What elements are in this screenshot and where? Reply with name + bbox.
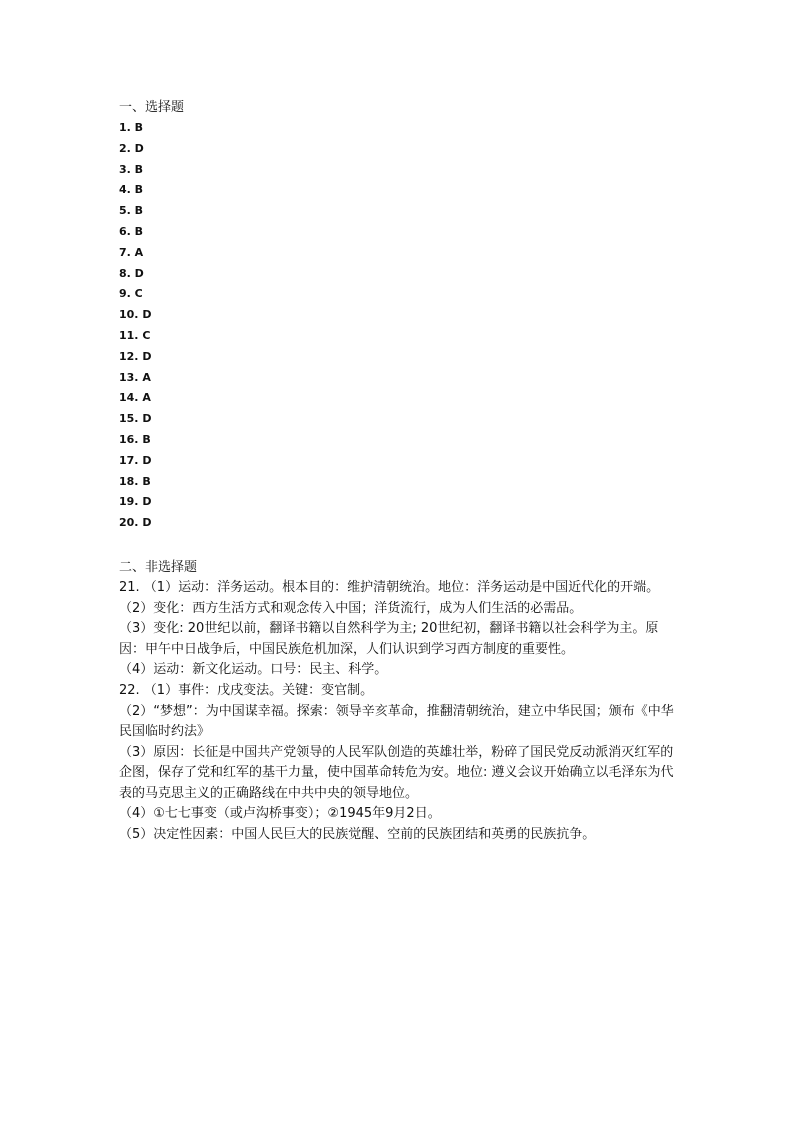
answer-item: 8. D — [119, 266, 144, 280]
answer-paragraph-21-2: （2）变化：西方生活方式和观念传入中国；洋货流行，成为人们生活的必需品。 — [119, 600, 583, 616]
multiple-choice-answer-list — [119, 118, 679, 534]
answer-paragraph-21-3: （3）变化: 20世纪以前，翻译书籍以自然科学为主; 20世纪初，翻译书籍以社会科学为主。原因：甲午中日战争后，中国民族危机加深，人们认识到学习西方制度的重要性。 — [119, 621, 659, 657]
answer-paragraph-21-1: 21. （1）运动：洋务运动。根本目的：维护清朝统治。地位：洋务运动是中国近代化的开端。 — [119, 579, 660, 595]
answer-paragraph-22-3: （3）原因：长征是中国共产党领导的人民军队创造的英雄壮举，粉碎了国民党反动派消灭红军的企图，保存了党和红军的基干力量，使中国革命转危为安。地位: 遵义会议开始确立以毛泽东为代表的马克思主义的正确路线在中共中央的领导地位。 — [119, 744, 674, 801]
answer-item: 9. C — [119, 287, 143, 301]
section-title-multiple-choice: 一、选择题 — [119, 100, 185, 115]
section-title-non-choice: 二、非选择题 — [119, 559, 198, 575]
section-gap — [119, 534, 679, 558]
answer-paragraph-22-5: （5）决定性因素：中国人民巨大的民族觉醒、空前的民族团结和英勇的民族抗争。 — [119, 827, 596, 843]
answer-item: 20. D — [119, 516, 152, 530]
answer-item: 7. A — [119, 245, 144, 259]
answer-paragraph-22-2: （2）“梦想”：为中国谋幸福。探索：领导辛亥革命，推翻清朝统治，建立中华民国；颁布《中华民国临时约法》 — [119, 703, 674, 740]
answer-item: 6. B — [119, 224, 144, 238]
answer-item: 4. B — [119, 183, 144, 197]
answer-paragraph-22-4: （4）①七七事变（或卢沟桥事变）；②1945年9月2日。 — [119, 806, 441, 822]
answer-item: 13. A — [119, 370, 151, 384]
answer-item: 12. D — [119, 349, 152, 363]
answer-item: 14. A — [119, 391, 151, 405]
answer-item: 19. D — [119, 495, 152, 509]
answer-item: 2. D — [119, 141, 144, 155]
answer-item: 17. D — [119, 453, 152, 467]
answer-item: 3. B — [119, 162, 144, 176]
answer-item: 10. D — [119, 308, 152, 322]
answer-paragraph-22-1: 22. （1）事件：戊戌变法。关键：变官制。 — [119, 682, 374, 698]
answer-paragraph-21-4: （4）运动：新文化运动。口号：民主、科学。 — [119, 662, 388, 678]
answer-item: 16. B — [119, 432, 151, 446]
answer-item: 11. C — [119, 328, 151, 342]
answer-item: 1. B — [119, 121, 144, 134]
answer-item: 18. B — [119, 474, 151, 488]
answer-item: 5. B — [119, 204, 144, 218]
answer-item: 15. D — [119, 412, 152, 426]
answer-key-page — [119, 98, 679, 846]
